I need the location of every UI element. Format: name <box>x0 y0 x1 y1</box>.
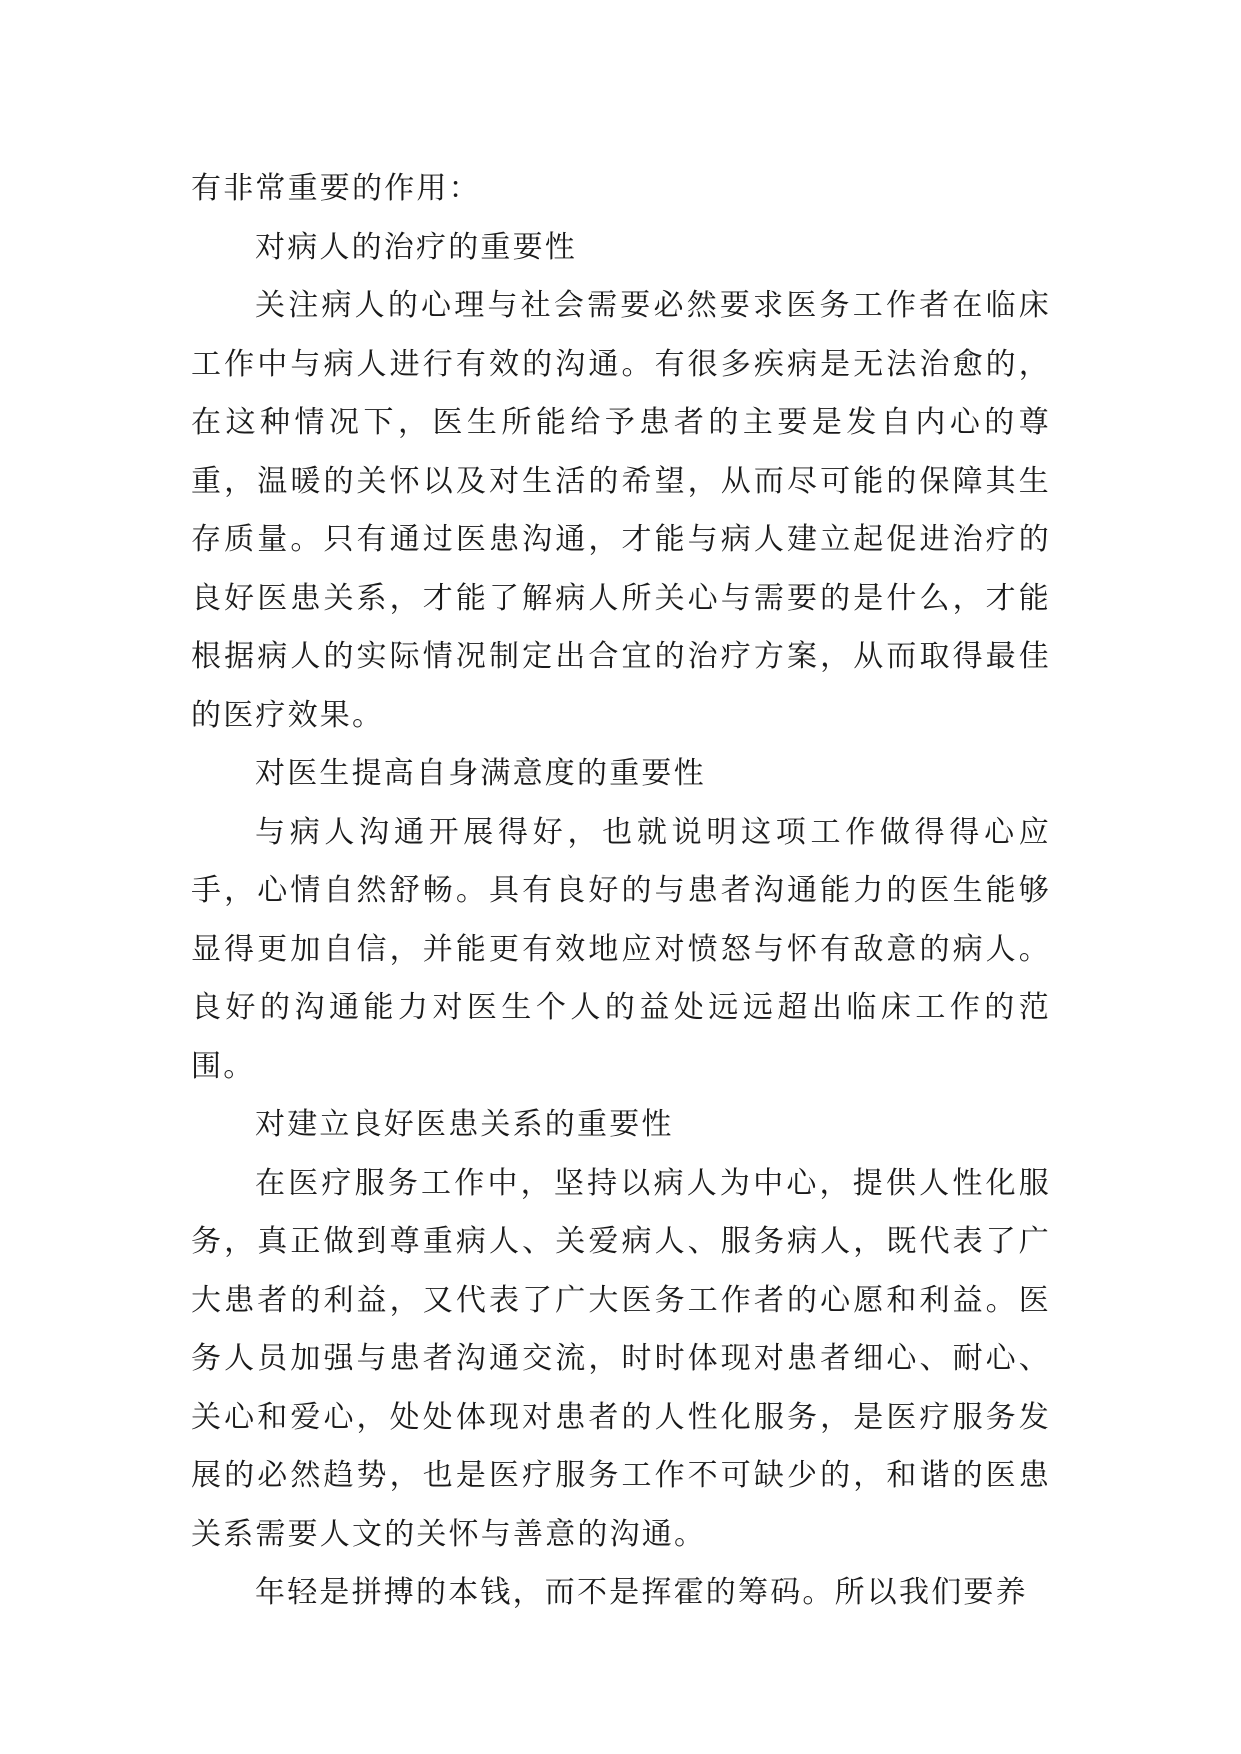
section-heading-doctor-satisfaction: 对医生提高自身满意度的重要性 <box>255 756 706 791</box>
section-heading-patient-treatment: 对病人的治疗的重要性 <box>255 229 577 265</box>
paragraph-youth: 年轻是拼搏的本钱，而不是挥霍的筹码。所以我们要养 <box>255 1575 1028 1610</box>
section-heading-doctor-patient-relationship: 对建立良好医患关系的重要性 <box>255 1107 674 1142</box>
paragraph-continuation: 有非常重要的作用： <box>191 171 481 206</box>
document-body <box>191 160 1051 1623</box>
paragraph-doctor-satisfaction: 与病人沟通开展得好，也就说明这项工作做得得心应手，心情自然舒畅。具有良好的与患者沟通能力的医生能够显得更加自信，并能更有效地应对愤怒与怀有敌意的病人。良好的沟通能力对医生个人的益处远远超出临床工作的范围。 <box>191 814 1051 1084</box>
paragraph-patient-treatment: 关注病人的心理与社会需要必然要求医务工作者在临床工作中与病人进行有效的沟通。有很多疾病是无法治愈的，在这种情况下，医生所能给予患者的主要是发自内心的尊重，温暖的关怀以及对生活的希望，从而尽可能的保障其生存质量。只有通过医患沟通，才能与病人建立起促进治疗的良好医患关系，才能了解病人所关心与需要的是什么，才能根据病人的实际情况制定出合宜的治疗方案，从而取得最佳的医疗效果。 <box>191 288 1051 733</box>
paragraph-doctor-patient-relationship: 在医疗服务工作中，坚持以病人为中心，提供人性化服务，真正做到尊重病人、关爱病人、服务病人，既代表了广大患者的利益，又代表了广大医务工作者的心愿和利益。医务人员加强与患者沟通交流，时时体现对患者细心、耐心、关心和爱心，处处体现对患者的人性化服务，是医疗服务发展的必然趋势，也是医疗服务工作不可缺少的，和谐的医患关系需要人文的关怀与善意的沟通。 <box>191 1165 1051 1552</box>
